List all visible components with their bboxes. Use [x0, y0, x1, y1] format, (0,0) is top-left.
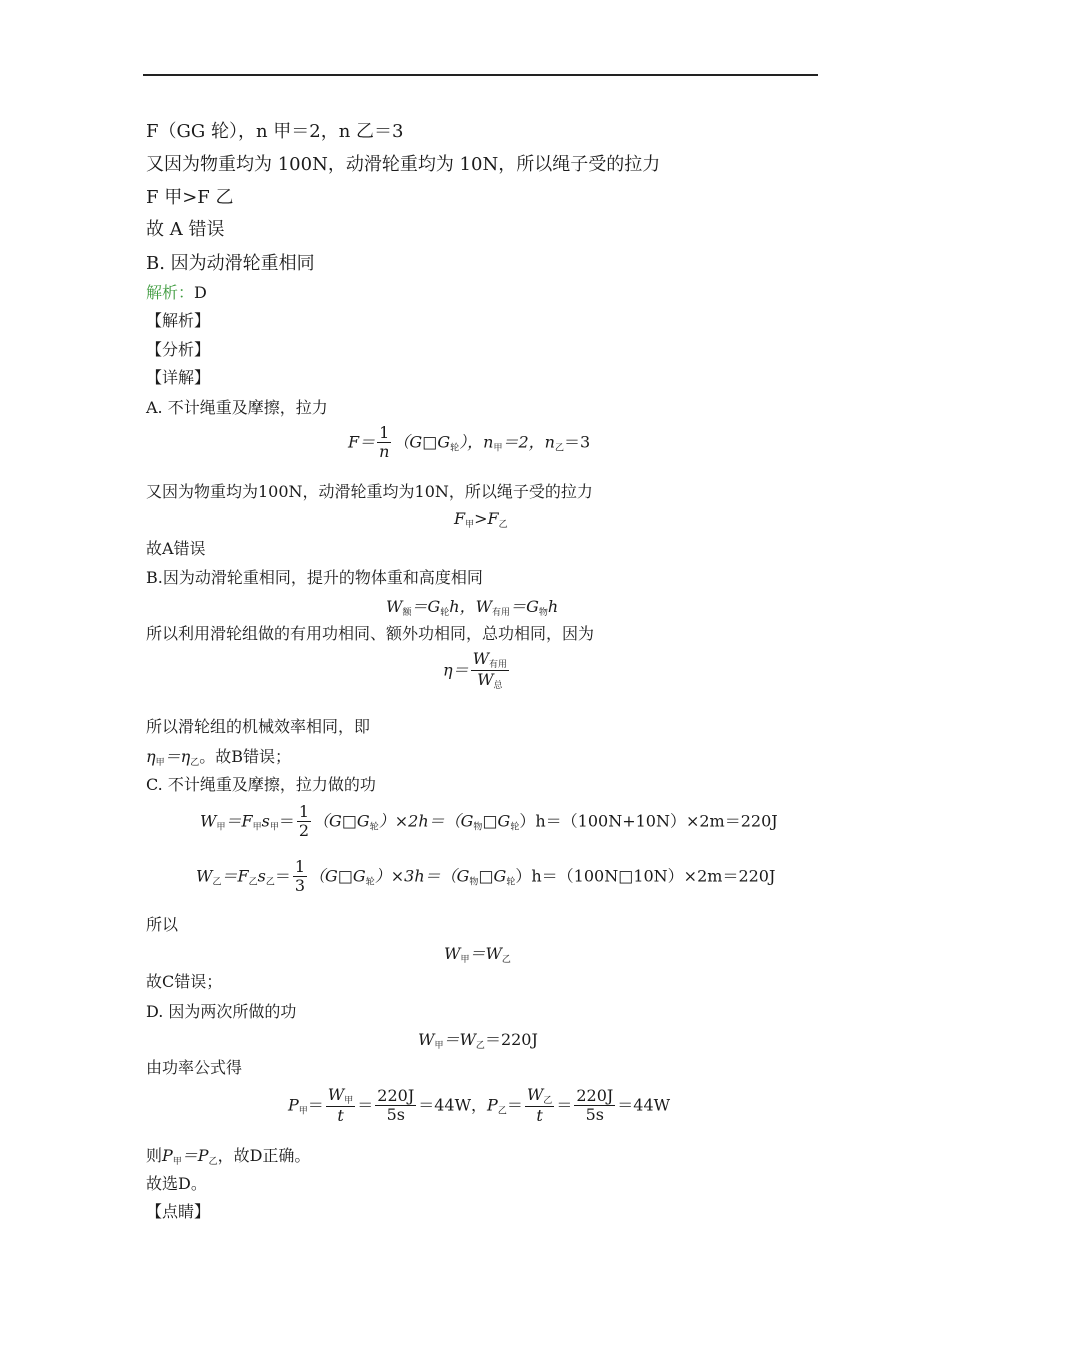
answer-line — [146, 280, 207, 303]
text-line: B. 因为动滑轮重相同 — [146, 253, 315, 274]
text-line: 又因为物重均为100N，动滑轮重均为10N，所以绳子受的拉力 — [146, 482, 593, 501]
formula-efficiency: η＝ $\frac{W_{有用}}{W_总}$ — [443, 649, 508, 692]
text-line: 则$P_甲=P_乙$，故D正确。 — [146, 1146, 311, 1167]
part-a-intro: A. 不计绳重及摩擦，拉力 — [146, 398, 328, 417]
answer-value: D — [194, 283, 207, 302]
text-line: 所以利用滑轮组做的有用功相同、额外功相同，总功相同，因为 — [146, 624, 595, 643]
formula-work-total: $W_甲=W_乙=220J$ — [418, 1030, 538, 1051]
section-heading: 【点睛】 — [146, 1202, 211, 1221]
text-line: 又因为物重均为 100N，动滑轮重均为 10N，所以绳子受的拉力 — [146, 154, 661, 175]
text-line: $\eta_甲=\eta_乙$。故B错误； — [146, 747, 291, 768]
formula-power: $P_甲=$ $\frac{W_甲}{t}$ ＝ $\frac{220J}{5s}$ ＝44W，$P_乙=$ $\frac{W_乙}{t}$ ＝ $\frac{220J}{5s}$ ＝44W — [288, 1085, 671, 1126]
text-line: 所以 — [146, 915, 179, 934]
section-heading: 【解析】 — [146, 311, 211, 330]
answer-label: 解析： — [146, 283, 195, 302]
header-rule — [143, 74, 818, 76]
formula-work-jia: $W_甲=F_甲s_甲=$ $\frac{1}{2}$ $(G□G_轮)\times 2h=(G_物□G_轮)h=(100N+10N)\times 2m=220J$ — [200, 802, 778, 841]
formula-inequality: $F_甲>F_乙$ — [454, 509, 508, 530]
part-b-intro: B.因为动滑轮重相同，提升的物体重和高度相同 — [146, 568, 483, 587]
section-heading: 【分析】 — [146, 340, 211, 359]
text-line: 故A错误 — [146, 539, 206, 558]
text-line: 故 A 错误 — [146, 219, 225, 240]
text-line: 故选D。 — [146, 1174, 207, 1193]
section-heading: 【详解】 — [146, 368, 211, 387]
text-line: 故C错误； — [146, 972, 223, 991]
text-line: F（GG 轮），n 甲＝2，n 乙＝3 — [146, 121, 404, 142]
formula-force: F＝ $\frac{1}{n}$ $(G□G_轮)$，$n_甲=2$，$n_乙=3$ — [348, 423, 591, 462]
part-d-intro: D. 因为两次所做的功 — [146, 1002, 297, 1021]
text-line: 由功率公式得 — [146, 1058, 243, 1077]
part-c-intro: C. 不计绳重及摩擦，拉力做的功 — [146, 775, 376, 794]
text-line: F 甲>F 乙 — [146, 187, 234, 208]
text-line: 所以滑轮组的机械效率相同，即 — [146, 717, 371, 736]
formula-work-equal: $W_甲=W_乙$ — [444, 944, 511, 965]
formula-work-yi: $W_乙=F_乙s_乙=$ $\frac{1}{3}$ $(G□G_轮)\times 3h=(G_物□G_轮)h=(100N□10N)\times 2m=220J$ — [196, 857, 776, 896]
formula-work: $W_额=G_轮h$，$W_{有用}=G_物h$ — [386, 597, 559, 618]
